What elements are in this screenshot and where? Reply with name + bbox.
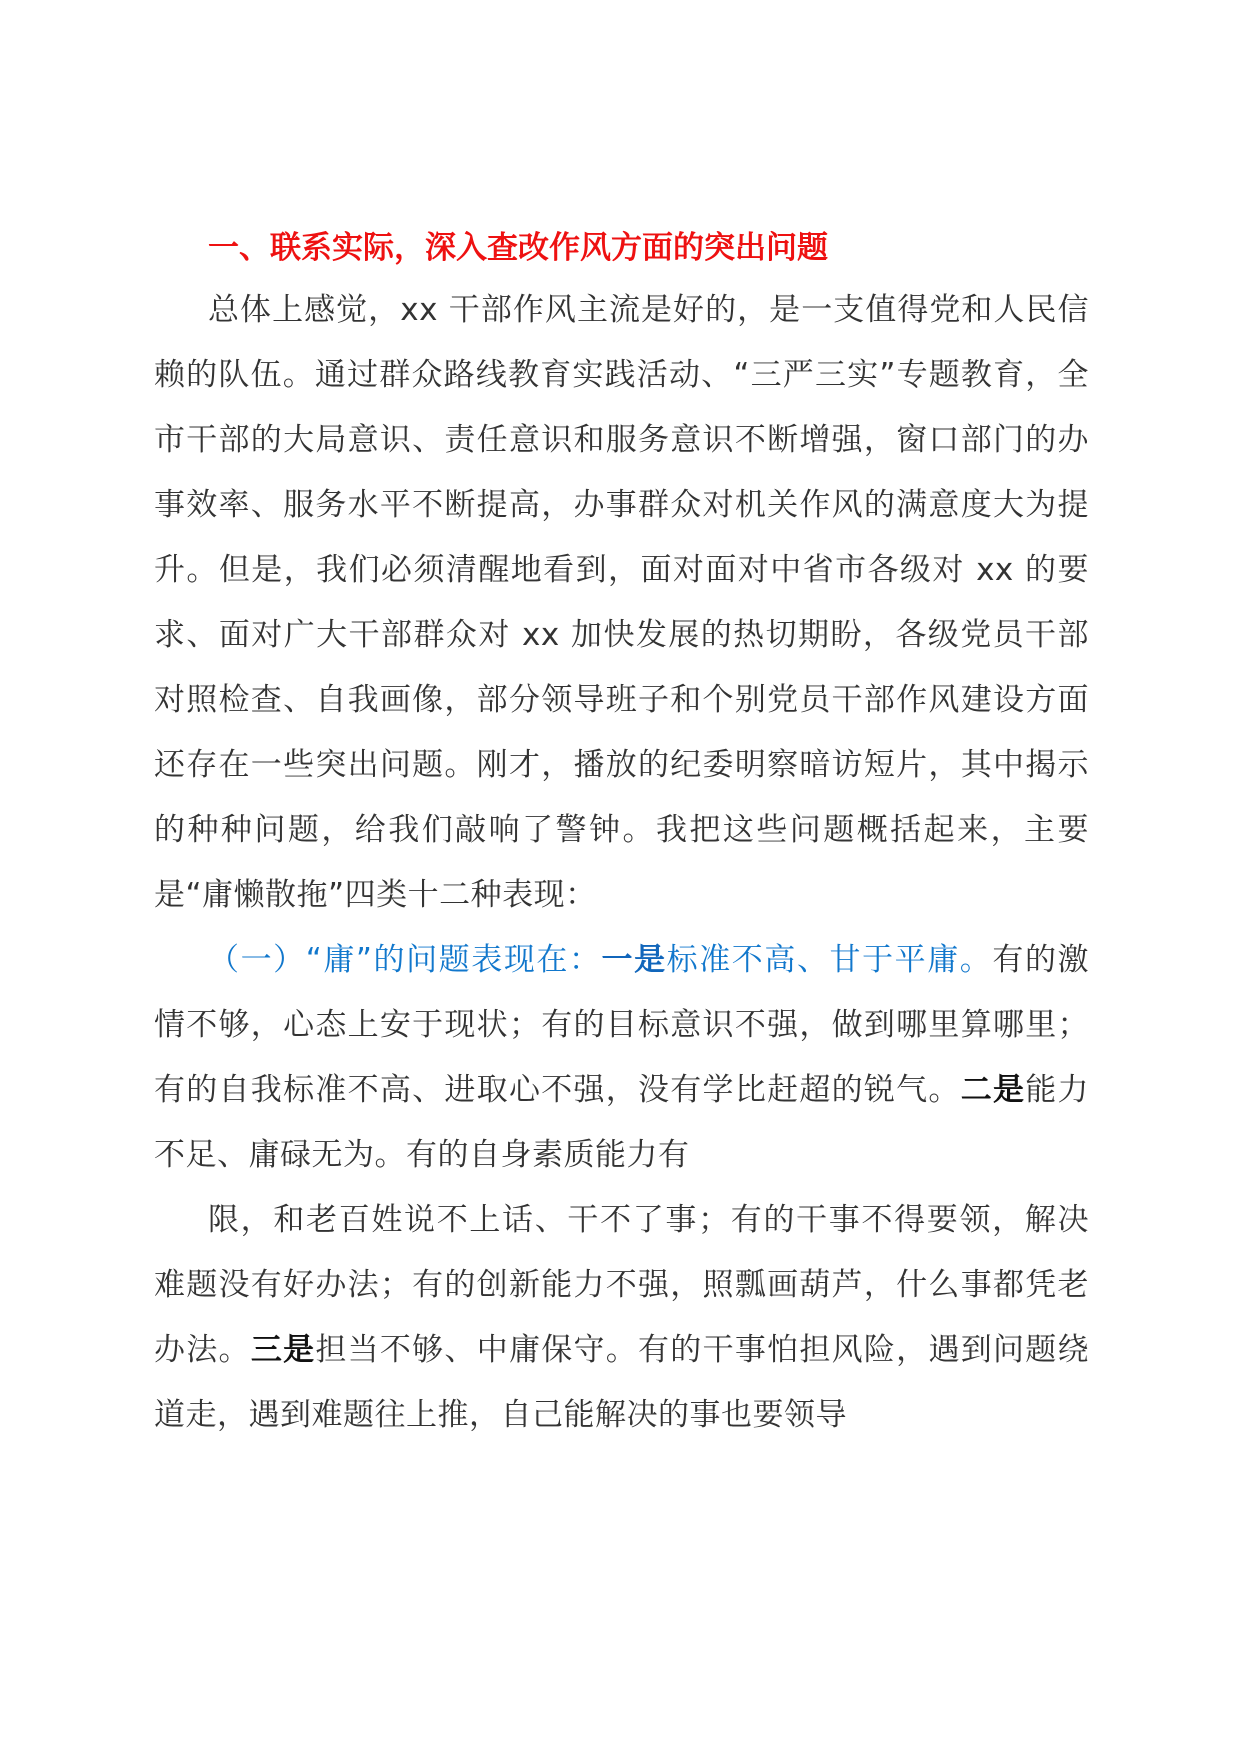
paragraph-yong-problems [154, 928, 1089, 1188]
point1-title: 标准不高、甘于平庸。 [666, 942, 993, 978]
section-heading: 一、联系实际，深入查改作风方面的突出问题 [208, 230, 828, 266]
paragraph-overview: 总体上感觉，xx 干部作风主流是好的，是一支值得党和人民信赖的队伍。通过群众路线教育实践活动、“三严三实”专题教育，全市干部的大局意识、责任意识和服务意识不断增强，窗口部门的办事效率、服务水平不断提高，办事群众对机关作风的满意度大为提升。但是，我们必须清醒地看到，面对面对中省市各级对 xx 的要求、面对广大干部群众对 xx 加快发展的热切期盼，各级党员干部对照检查、自我画像，部分领导班子和个别党员干部作风建设方面还存在一些突出问题。刚才，播放的纪委明察暗访短片，其中揭示的种种问题，给我们敲响了警钟。我把这些问题概括起来，主要是“庸懒散拖”四类十二种表现： [154, 292, 1089, 913]
continuation-text: 限，和老百姓说不上话、干不了事；有的干事不得要领，解决难题没有好办法；有的创新能力不强，照瓢画葫芦，什么事都凭老办法。 [154, 1202, 1089, 1368]
paragraph-continuation [154, 1188, 1089, 1448]
point1-label: 一是 [601, 942, 667, 978]
point2-label: 二是 [960, 1072, 1026, 1108]
point3-label: 三是 [250, 1332, 316, 1368]
document-page [154, 226, 1089, 1448]
point3-text: 担当不够、中庸保守。有的干事怕担风险，遇到问题绕道走，遇到难题往上推，自己能解决的事也要领导 [154, 1332, 1090, 1433]
yong-lead: （一）“庸”的问题表现在： [208, 942, 602, 978]
point2-text: 能力不足、庸碌无为。有的自身素质能力有 [154, 1072, 1090, 1173]
point1-text: 有的激情不够，心态上安于现状；有的目标意识不强，做到哪里算哪里；有的自我标准不高、进取心不强，没有学比赶超的锐气。 [154, 942, 1090, 1108]
